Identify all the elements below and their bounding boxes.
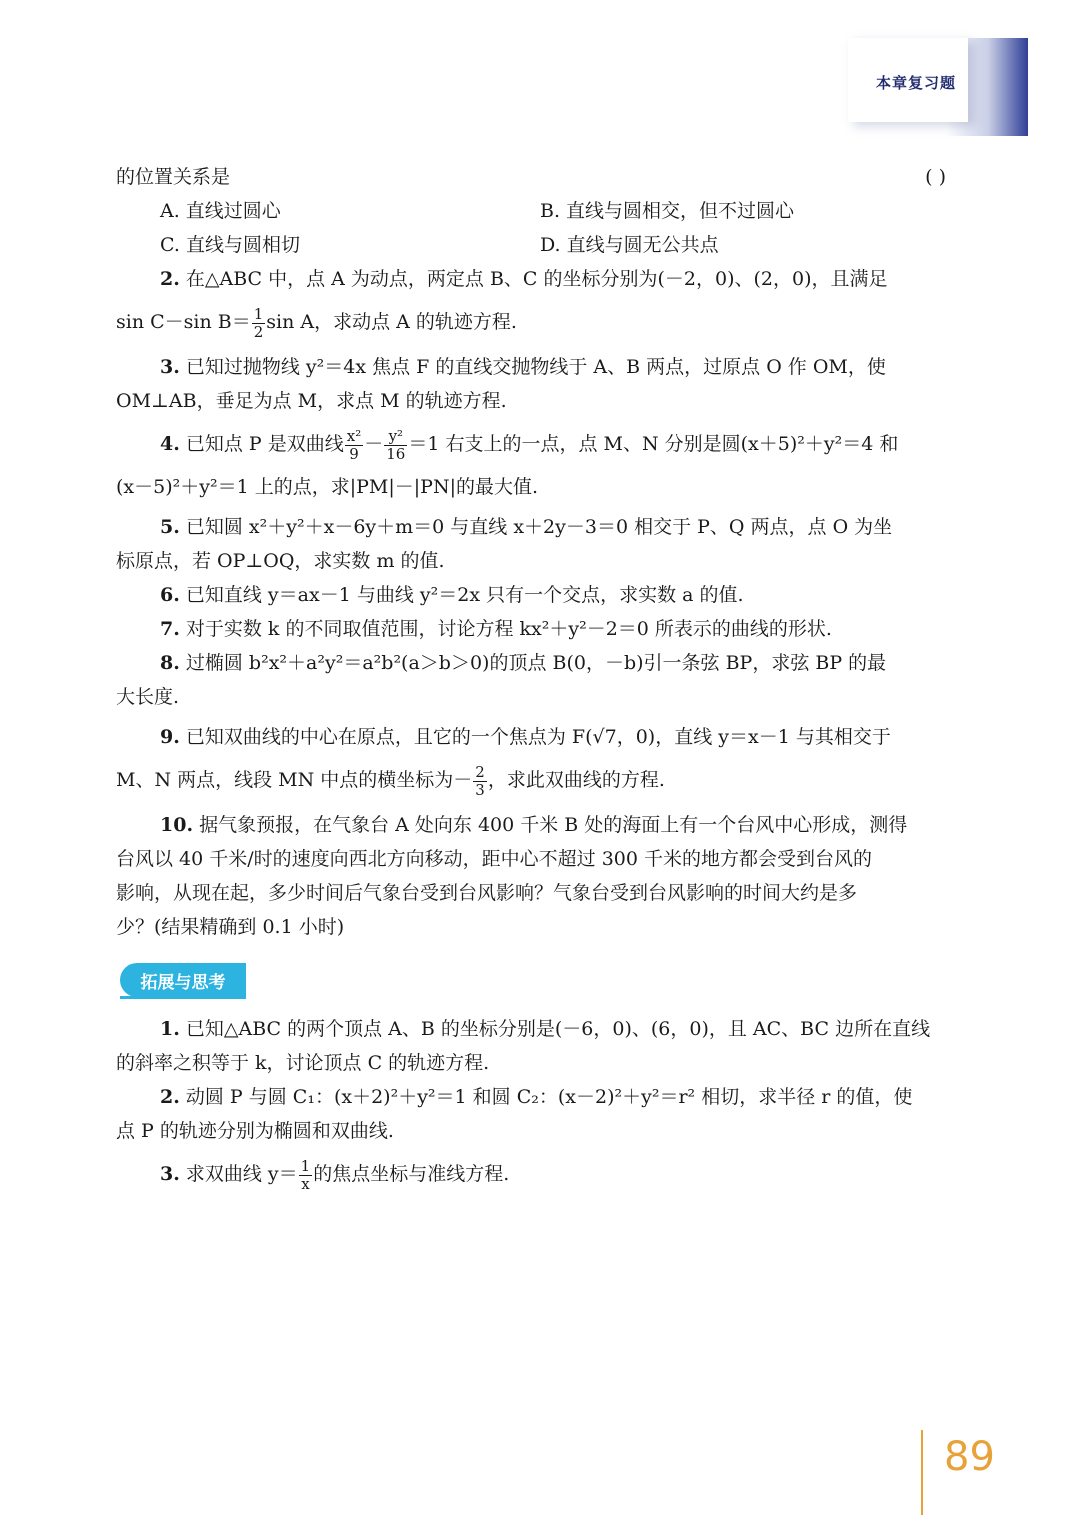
question-10 [116,808,946,842]
question-text: 求双曲线 y＝ [185,1163,298,1185]
question-text: 已知过抛物线 y²＝4x 焦点 F 的直线交抛物线于 A、B 两点，过原点 O 作 OM，使 [185,356,886,378]
question-5-line-2: 标原点，若 OP⊥OQ，求实数 m 的值. [116,550,445,572]
question-number: 10. [160,814,194,836]
fraction-numerator: 1 [300,1156,311,1175]
extension-list [116,1012,946,1200]
question-10-line-4: 少？(结果精确到 0.1 小时) [116,916,345,938]
extension-question-2-line-2: 点 P 的轨迹分别为椭圆和双曲线. [116,1120,394,1142]
question-6 [116,578,946,612]
question-text: 的焦点坐标与准线方程. [313,1163,510,1185]
question-5 [116,510,946,544]
question-4-line-2: (x－5)²＋y²＝1 上的点，求|PM|－|PN|的最大值. [116,476,539,498]
question-2-line-2 [116,300,946,344]
question-text: ＝1 右支上的一点，点 M、N 分别是圆(x＋5)²＋y²＝4 和 [408,433,899,455]
question-number: 6. [160,584,180,606]
question-9-line-2 [116,758,946,802]
question-number: 2. [160,1086,180,1108]
question-text: 在△ABC 中，点 A 为动点，两定点 B、C 的坐标分别为(－2，0)、(2，0)，且满足 [185,268,888,290]
option-a: A. 直线过圆心 [160,200,281,222]
extension-badge: 拓展与思考 [120,963,246,997]
question-text: ，求此双曲线的方程. [487,769,665,791]
question-number: 9. [160,726,180,748]
fraction-numerator: 1 [253,304,264,323]
q1-tail-text: 的位置关系是 [116,166,231,188]
option-c: C. 直线与圆相切 [160,234,300,256]
question-10-line-2: 台风以 40 千米/时的速度向西北方向移动，距中心不超过 300 千米的地方都会受到台风的 [116,848,873,870]
fraction-numerator: y² [384,428,407,446]
question-3 [116,350,946,384]
fraction-numerator: 2 [475,762,485,781]
q1-options-row-1 [116,194,946,228]
exercise-list [116,160,946,944]
fraction-denominator: x [301,1174,310,1193]
question-text: sin A，求动点 A 的轨迹方程. [266,311,517,333]
question-number: 5. [160,516,180,538]
minus-sign: － [364,433,384,455]
question-number: 4. [160,433,180,455]
answer-paren: ( ) [925,166,946,188]
option-b: B. 直线与圆相交，但不过圆心 [540,200,795,222]
question-7 [116,612,946,646]
question-text: 已知双曲线的中心在原点，且它的一个焦点为 F(√7，0)，直线 y＝x－1 与其相交于 [185,726,891,748]
question-8 [116,646,946,680]
question-number: 7. [160,618,180,640]
q1-options-row-2 [116,228,946,262]
question-number: 3. [160,356,180,378]
fraction-denominator: 3 [475,780,485,799]
question-text: 据气象预报，在气象台 A 处向东 400 千米 B 处的海面上有一个台风中心形成，测得 [199,814,908,836]
question-number: 8. [160,652,180,674]
fraction [252,306,266,341]
question-text: 已知△ABC 的两个顶点 A、B 的坐标分别是(－6，0)、(6，0)，且 AC、BC 边所在直线 [185,1018,931,1040]
question-8-line-2: 大长度. [116,686,180,708]
fraction-denominator: 2 [253,322,264,341]
extension-question-1-line-2: 的斜率之积等于 k，讨论顶点 C 的轨迹方程. [116,1052,490,1074]
fraction-denominator: 9 [349,444,359,463]
question-text: 过椭圆 b²x²＋a²y²＝a²b²(a＞b＞0)的顶点 B(0，－b)引一条弦 BP，求弦 BP 的最 [185,652,887,674]
fraction [299,1158,313,1193]
extension-badge-underline [120,996,246,999]
question-text: 已知直线 y＝ax－1 与曲线 y²＝2x 只有一个交点，求实数 a 的值. [185,584,744,606]
fraction-denominator: 16 [386,444,406,463]
extension-question-1 [116,1012,946,1046]
question-text: 已知点 P 是双曲线 [185,433,344,455]
fraction [384,428,407,463]
option-d: D. 直线与圆无公共点 [540,234,719,256]
page-number: 89 [944,1434,995,1480]
section-label: 本章复习题 [876,74,957,92]
question-4 [116,422,946,466]
question-text: 对于实数 k 的不同取值范围，讨论方程 kx²＋y²－2＝0 所表示的曲线的形状. [185,618,832,640]
fraction [345,428,363,463]
question-2 [116,262,946,296]
question-text: sin C－sin B＝ [116,311,251,333]
q1-tail-line [116,160,946,194]
fraction [473,764,487,799]
question-text: 已知圆 x²＋y²＋x－6y＋m＝0 与直线 x＋2y－3＝0 相交于 P、Q 两点，点 O 为坐 [185,516,893,538]
question-number: 1. [160,1018,180,1040]
page-number-rule [921,1430,923,1515]
question-number: 3. [160,1163,180,1185]
question-text: M、N 两点，线段 MN 中点的横坐标为－ [116,769,473,791]
fraction-numerator: x² [346,426,362,445]
question-number: 2. [160,268,180,290]
extension-question-2 [116,1080,946,1114]
question-9 [116,720,946,754]
question-3-line-2: OM⊥AB，垂足为点 M，求点 M 的轨迹方程. [116,390,507,412]
question-10-line-3: 影响，从现在起，多少时间后气象台受到台风影响？气象台受到台风影响的时间大约是多 [116,882,858,904]
question-text: 动圆 P 与圆 C₁：(x＋2)²＋y²＝1 和圆 C₂：(x－2)²＋y²＝r² 相切，求半径 r 的值，使 [185,1086,913,1108]
extension-question-3 [116,1152,946,1196]
